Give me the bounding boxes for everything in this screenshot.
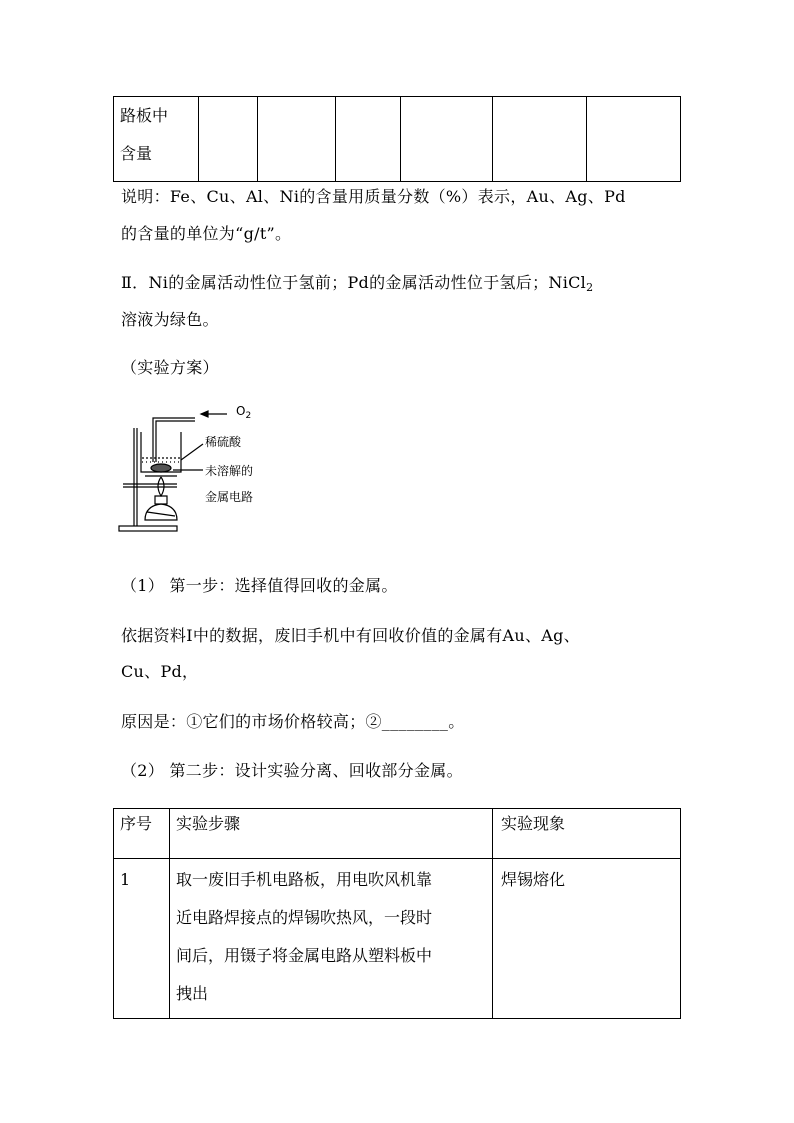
step2-heading: （2） 第二步：设计实验分离、回收部分金属。 xyxy=(121,761,463,780)
table-cell xyxy=(198,97,257,182)
step1-line1: 依据资料Ⅰ中的数据，废旧手机中有回收价值的金属有Au、Ag、 xyxy=(121,626,580,645)
note-line1: 说明：Fe、Cu、Al、Ni的含量用质量分数（%）表示，Au、Ag、Pd xyxy=(121,187,626,206)
undissolved-label: 未溶解的 xyxy=(205,464,254,478)
step1-reason: 原因是：①它们的市场价格较高；②________。 xyxy=(121,712,465,731)
row1-step-line: 近电路焊接点的焊锡吹热风，一段时 xyxy=(176,908,433,927)
row1-step-line: 拽出 xyxy=(176,984,209,1003)
note-line2: 的含量的单位为“g/t”。 xyxy=(121,224,292,243)
table-cell xyxy=(493,97,587,182)
table-cell xyxy=(401,97,493,182)
data-table-continued xyxy=(113,96,681,182)
row1-step-line: 取一废旧手机电路板，用电吹风机靠 xyxy=(176,870,433,889)
circuit-label: 金属电路 xyxy=(205,490,254,504)
row1-num-cell: 1 xyxy=(114,859,170,1019)
row1-step-line: 间后，用镊子将金属电路从塑料板中 xyxy=(176,946,433,965)
header-cell-step: 实验步骤 xyxy=(170,809,493,859)
row1-step-cell xyxy=(170,859,493,1019)
row-label-cell xyxy=(114,97,199,182)
table-cell xyxy=(335,97,401,182)
section2-line2: 溶液为绿色。 xyxy=(121,310,219,329)
header-cell-phenomenon: 实验现象 xyxy=(493,809,681,859)
step1-heading: （1） 第一步：选择值得回收的金属。 xyxy=(121,576,398,595)
section2-line1: Ⅱ．Ni的金属活动性位于氢前；Pd的金属活动性位于氢后；NiCl$_2$ xyxy=(121,273,594,294)
experiment-table xyxy=(113,808,681,1019)
plan-heading: （实验方案） xyxy=(121,358,219,377)
step1-line2: Cu、Pd， xyxy=(121,662,199,681)
header-cell-num: 序号 xyxy=(114,809,170,859)
o2-label: $O_2$ xyxy=(236,404,252,421)
table-cell xyxy=(587,97,681,182)
table-cell xyxy=(257,97,335,182)
row1-phenomenon-cell: 焊锡熔化 xyxy=(493,859,681,1019)
acid-label: 稀硫酸 xyxy=(205,435,242,449)
apparatus-figure xyxy=(115,400,315,540)
row-label-line1: 路板中 xyxy=(120,106,169,125)
row-label-line2: 含量 xyxy=(120,144,153,163)
